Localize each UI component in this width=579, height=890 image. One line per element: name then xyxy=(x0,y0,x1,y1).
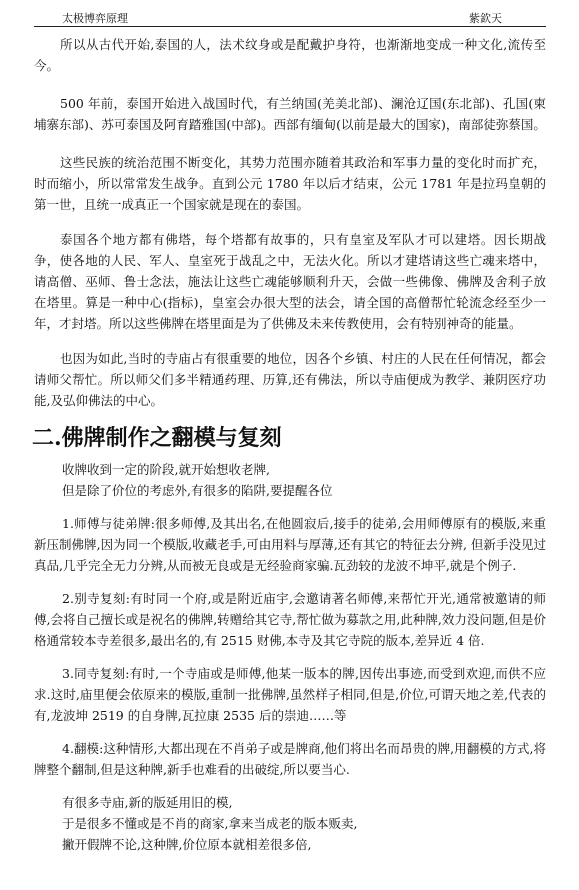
closing-line: 于是很多不懂或是不肖的商家,拿来当成老的版本贩卖, xyxy=(62,816,358,831)
page-body xyxy=(34,34,546,855)
list-item: 4.翻模:这种情形,大都出现在不肖弟子或是牌商,他们将出名而昂贵的牌,用翻模的方式,将牌整个翻制,但是这种牌,新手也难看的出破绽,所以要当心. xyxy=(34,741,546,777)
closing-line: 有很多寺庙,新的版延用旧的模, xyxy=(62,795,233,810)
section-title: 二.佛牌制作之翻模与复刻 xyxy=(32,425,282,451)
list-item: 3.同寺复刻:有时,一个寺庙或是师傅,他某一版本的牌,因传出事迹,而受到欢迎,而供不应求.这时,庙里便会依原来的模版,重制一批佛牌,虽然样子相同,但是,价位,可谓天地之差,代表的有,龙波坤 2519 的自身牌,瓦拉康 2535 后的崇迪……等 xyxy=(34,666,546,723)
closing-line: 撇开假牌不论,这种牌,价位原本就相差很多倍, xyxy=(62,837,312,852)
paragraph: 所以从古代开始,泰国的人，法术纹身或是配戴护身符，也渐渐地变成一种文化,流传至今。 xyxy=(34,37,546,73)
list-item: 1.师傅与徒弟牌:很多师傅,及其出名,在他圆寂后,接手的徒弟,会用师傅原有的模版,来重新压制佛牌,因为同一个模版,收藏老手,可由用料与厚薄,还有其它的特征去分辨, 但新手没见过真品,几乎完全无力分辨,从而被无良或是无经验商家骗.瓦劲较的龙波不坤平,就是个例子. xyxy=(34,516,546,573)
paragraph: 也因为如此,当时的寺庙占有很重要的地位，因各个乡镇、村庄的人民在任何情况，都会请师父帮忙。所以师父们多半精通药理、历算,还有佛法，所以寺庙便成为教学、兼阴医疗功能,及弘仰佛法的中心。 xyxy=(34,351,546,408)
header-author: 紫欽天 xyxy=(469,12,502,25)
header-book-title: 太极博弈原理 xyxy=(62,12,128,25)
paragraph: 500 年前，泰国开始进入战国时代，有兰纳国(羌美北部)、澜沧辽国(东北部)、孔国(柬埔寨东部)、苏可泰国及阿育踏雅国(中部)。西部有缅甸(以前是最大的国家)，南部徒弥蔡国。 xyxy=(34,96,546,132)
paragraph: 这些民族的统治范围不断变化，其势力范围亦随着其政治和军事力量的变化时而扩充，时而缩小，所以常常发生战争。直到公元 1780 年以后才结束，公元 1781 年是拉玛皇朝的第一世，且统一成真正一个国家就是现在的泰国。 xyxy=(34,155,546,212)
intro-line: 收牌收到一定的阶段,就开始想收老牌, xyxy=(62,462,270,477)
paragraph: 泰国各个地方都有佛塔，每个塔都有故事的，只有皇室及军队才可以建塔。因长期战争，使各地的人民、军人、皇室死于战乱之中，无法火化。所以才建塔请这些亡魂来塔中，请高僧、巫师、鲁士念法，施法让这些亡魂能够顺利升天，会做一些佛像、佛牌及舍利子放在塔里。算是一种中心(指标)，皇室会办很大型的法会，请全国的高僧帮忙轮流念经至少一年，才封塔。所以这些佛牌在塔里面是为了供佛及未来传教使用，会有特别神奇的能量。 xyxy=(34,232,546,331)
intro-line: 但是除了价位的考虑外,有很多的陷阱,要提醒各位 xyxy=(62,483,333,498)
list-item: 2.别寺复刻:有时同一个府,或是附近庙宇,会邀请著名师傅,来帮忙开光,通常被邀请的师傅,会将自己擅长或是祝名的佛牌,转赠给其它寺,帮忙做为募款之用,此种牌,效力没问题,但是价格通常较本寺差很多,最出名的,有 2515 财佛,本寺及其它寺院的版本,差异近 4 倍. xyxy=(34,591,546,648)
page-header xyxy=(34,8,546,27)
